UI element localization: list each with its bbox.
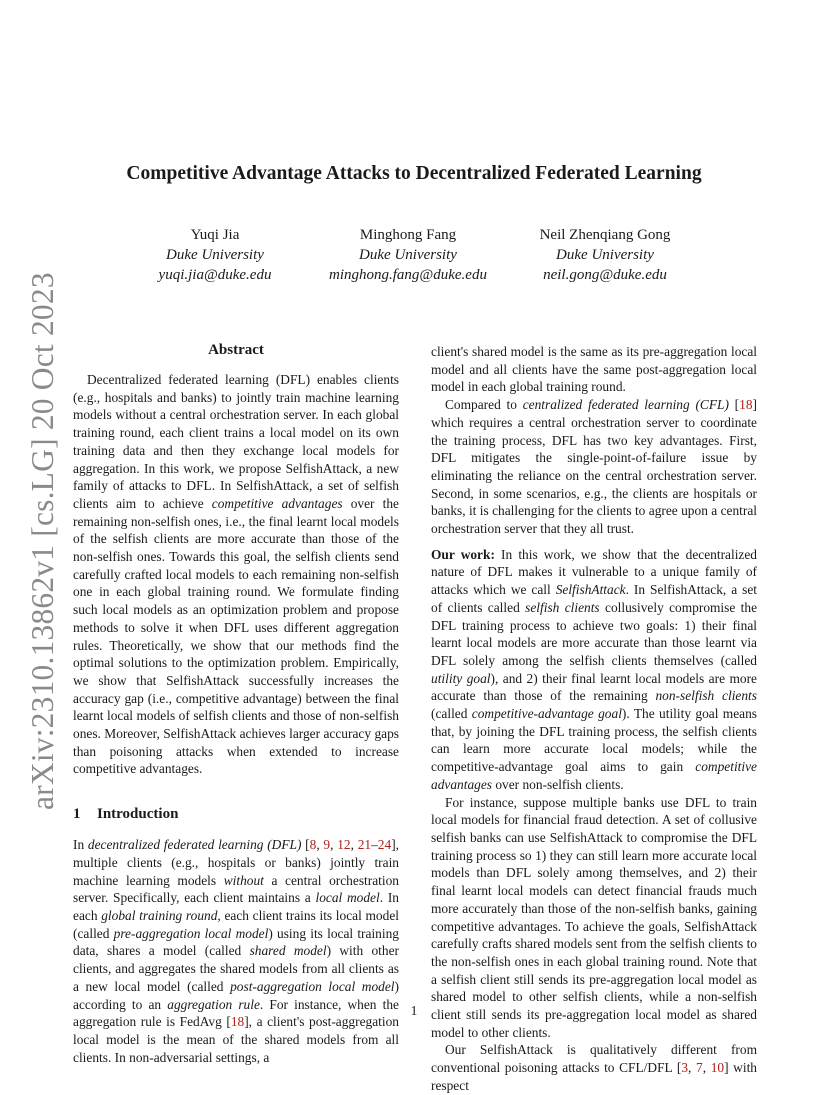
citation-link[interactable]: 12: [337, 837, 351, 853]
author-name: Yuqi Jia: [190, 227, 240, 243]
citation-link[interactable]: 18: [230, 1014, 245, 1030]
author-block: [308, 225, 508, 285]
author-affiliation: Duke University: [556, 247, 654, 263]
abstract-heading: Abstract: [208, 342, 264, 358]
author-email: neil.gong@duke.edu: [543, 267, 667, 283]
right-column: [431, 343, 757, 1095]
arxiv-identifier: [22, 272, 64, 810]
citation-link[interactable]: 24: [377, 837, 392, 853]
paper-title: Competitive Advantage Attacks to Decentralized Federated Learning: [126, 163, 702, 184]
citation-link[interactable]: 7: [696, 1060, 703, 1076]
section-heading-introduction: [73, 804, 399, 824]
intro-paragraph: Our work: In this work, we show that the decentralized nature of DFL makes it vulnerable to a unique family of attacks which we call SelfishAttack. In SelfishAttack, a set of clients called selfish clients collusively compromise the DFL training process to achieve two goals: 1) their final learnt local models are more accurate than those learnt via DFL solely among the selfish clients themselves (called utility goal), and 2) their final learnt local models are more accurate than those of the remaining non-selfish clients (called competitive-advantage goal). The utility goal means that, by joining the DFL training process, the selfish clients can learn more accurate local models; while the competitive-advantage goal aims to gain competitive advantages over non-selfish clients.: [431, 546, 758, 792]
citation-link[interactable]: 10: [710, 1060, 725, 1076]
citation-link[interactable]: 9: [323, 837, 331, 853]
intro-paragraph: In decentralized federated learning (DFL) [8, 9, 12, 21–24], multiple clients (e.g., hospitals or banks) jointly train machine learning models without a central orchestration server. Specifically, each client maintains a local model. In each global training round, each client trains its local model (called pre-aggregation local model) using its local training data, shares a model (called shared model) with other clients, and aggregates the shared models from all clients as a new local model (called post-aggregation local model) according to an aggregation rule. For instance, when the aggregation rule is FedAvg [18], a client's post-aggregation local model is the mean of the shared models from all clients. In non-adversarial settings, a: [73, 837, 399, 1065]
intro-paragraph: Our SelfishAttack is qualitatively different from conventional poisoning attacks to CFL/DFL [3, 7, 10] with respect: [431, 1042, 757, 1093]
section-number: 1: [73, 806, 81, 823]
intro-paragraph: For instance, suppose multiple banks use DFL to train local models for financial fraud detection. A set of collusive selfish banks can use SelfishAttack to compromise the DFL training process so 1) they can still learn more accurate local models than DFL solely among themselves, and 2) their final learnt local models can detect financial frauds much more accurately than those of the non-selfish banks, gaining competitive advantages. To achieve the goals, SelfishAttack carefully crafts shared models sent from the selfish clients to the non-selfish ones in each global training round. Note that a selfish client still sends its pre-aggregation local model as shared model to other selfish clients, while a non-selfish client still sends its pre-aggregation local model as shared model to other clients.: [431, 794, 757, 1040]
author-affiliation: Duke University: [166, 247, 264, 263]
author-block: [135, 225, 295, 285]
author-name: Minghong Fang: [359, 227, 457, 243]
author-name: Neil Zhenqiang Gong: [539, 227, 671, 243]
citation-link[interactable]: 8: [309, 837, 317, 853]
author-block: [515, 225, 695, 285]
intro-paragraph: client's shared model is the same as its pre-aggregation local model and all clients have the same post-aggregation local model in each global training round.: [431, 344, 757, 395]
page-number: 1: [410, 1003, 418, 1018]
arxiv-identifier-text: arXiv:2310.13862v1 [cs.LG] 20 Oct 2023: [25, 272, 60, 810]
citation-link[interactable]: 3: [681, 1060, 689, 1076]
author-email: yuqi.jia@duke.edu: [158, 267, 272, 283]
author-affiliation: Duke University: [359, 247, 457, 263]
section-title: Introduction: [97, 806, 179, 823]
citation-link[interactable]: 21: [357, 837, 372, 853]
intro-paragraph: Compared to centralized federated learning (CFL) [18] which requires a central orchestration server to coordinate the training process, DFL has two key advantages. First, DFL mitigates the single-point-of-failure issue by eliminating the reliance on the central orchestration server. Second, in some scenarios, e.g., the clients are hospitals or banks, it is challenging for the clients to agree upon a central orchestration server that they all trust.: [431, 397, 757, 537]
citation-link[interactable]: 18: [739, 397, 753, 413]
author-email: minghong.fang@duke.edu: [329, 267, 487, 283]
paragraph-heading: Our work:: [431, 546, 495, 562]
abstract-paragraph: Decentralized federated learning (DFL) enables clients (e.g., hospitals and banks) to jointly train machine learning models without a central orchestration server. In each global training round, each client trains a local model on its own training data and then they exchange local models for aggregation. In this work, we propose SelfishAttack, a new family of attacks to DFL. In SelfishAttack, a set of selfish clients aim to achieve competitive advantages over the remaining non-selfish ones, i.e., the final learnt local models of the selfish clients are more accurate than those of the non-selfish ones. Towards this goal, the selfish clients send carefully crafted local models to each remaining non-selfish one in each global training round. We formulate finding such local models as an optimization problem and propose methods to solve it when DFL uses different aggregation rules. Theoretically, we show that our methods find the optimal solutions to the optimization problem. Empirically, we show that SelfishAttack successfully increases the accuracy gap (i.e., competitive advantage) between the final learnt local models of selfish clients and those of non-selfish ones. Moreover, SelfishAttack achieves larger accuracy gaps than poisoning attacks when extended to increase competitive advantages.: [73, 372, 399, 777]
left-column: [73, 340, 399, 1066]
